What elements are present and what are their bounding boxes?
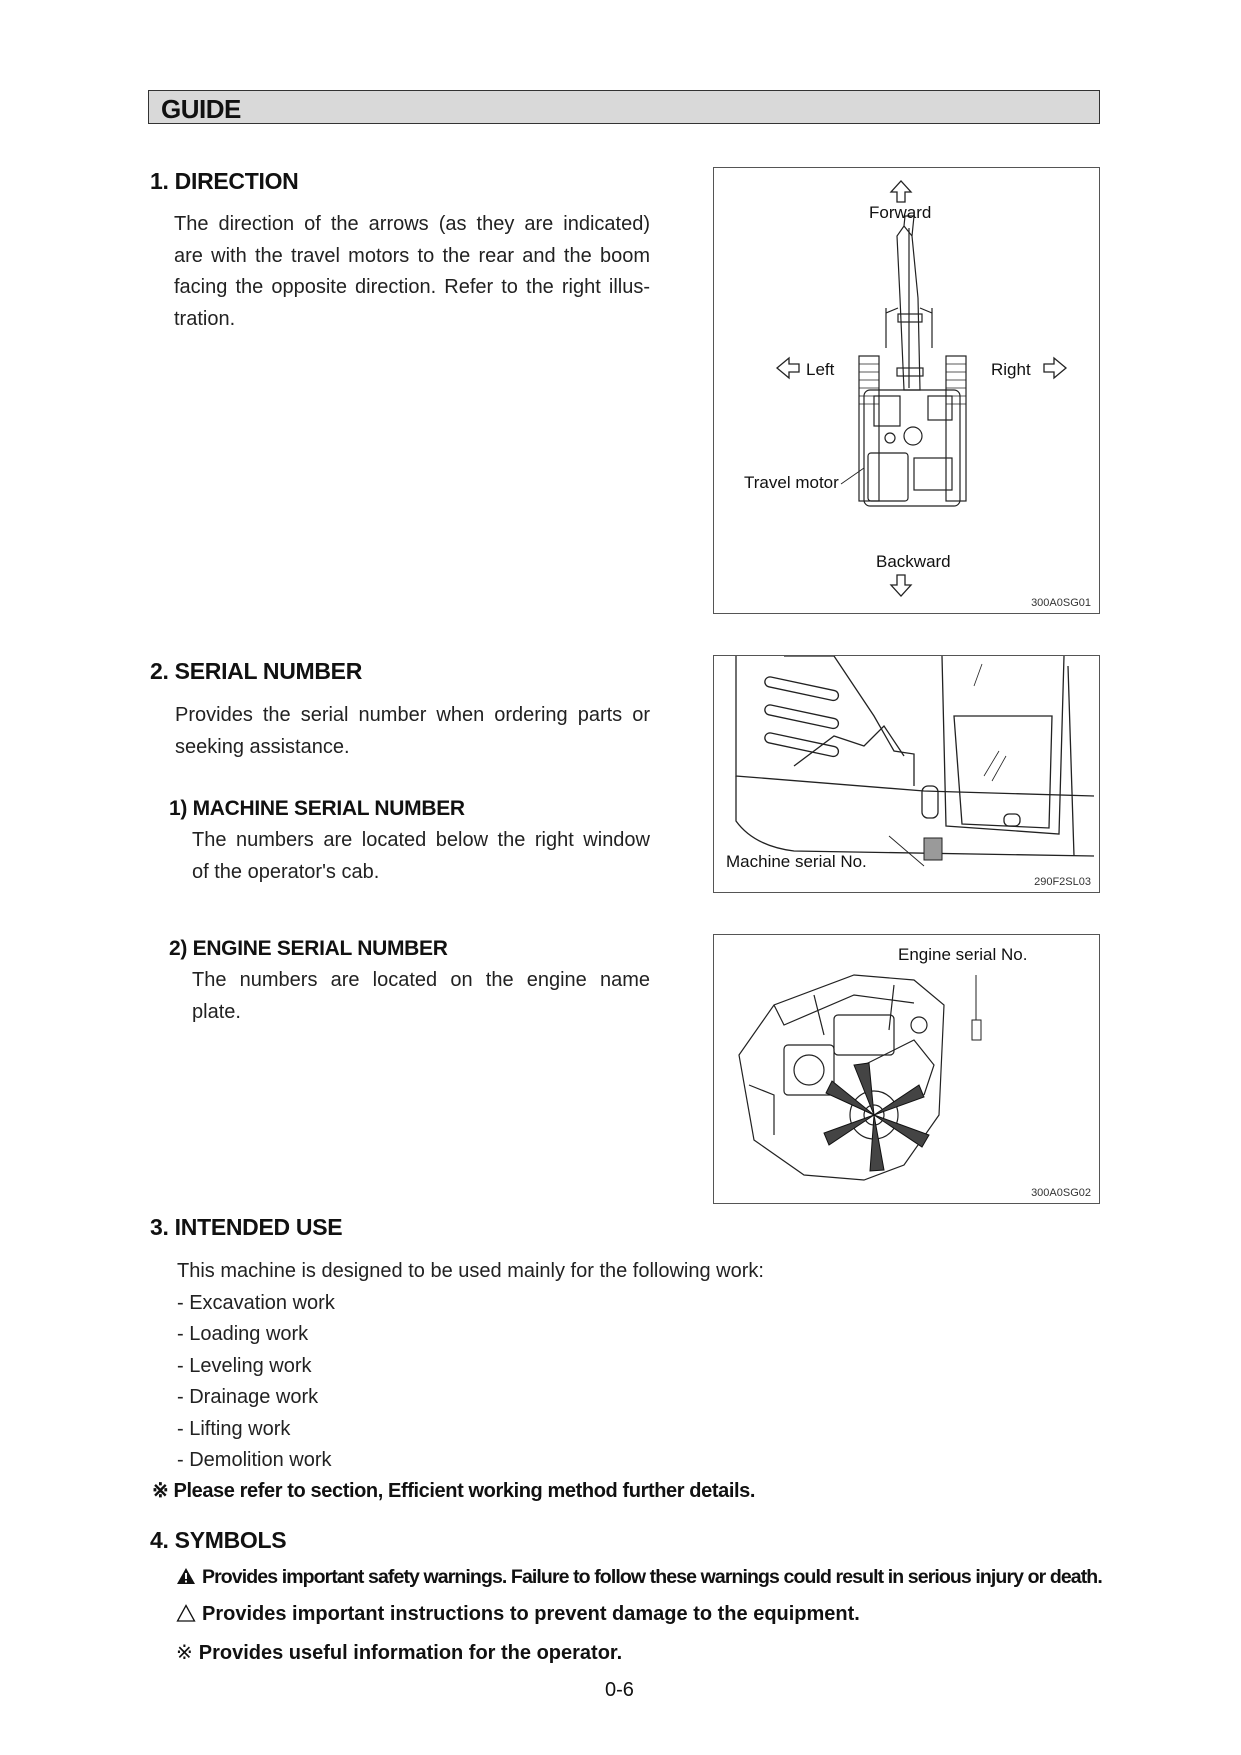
fan-blades <box>824 1063 929 1171</box>
guide-header-bar <box>148 90 1100 124</box>
section-symbols-title: 4. SYMBOLS <box>150 1527 287 1553</box>
text-line: The direction of the arrows (as they are indicated) <box>174 213 650 235</box>
text-line: The numbers are located below the right window <box>192 829 650 851</box>
filled-warning-triangle-icon <box>176 1567 196 1585</box>
outline-triangle-icon <box>176 1604 196 1622</box>
list-item: - Demolition work <box>177 1449 332 1471</box>
engine-name-plate <box>972 1020 981 1040</box>
text-line: are with the travel motors to the rear and the boom <box>174 244 650 267</box>
page-number: 0-6 <box>605 1679 634 1701</box>
text-line: seeking assistance. <box>175 735 350 758</box>
backward-arrow-icon <box>891 575 911 596</box>
symbol-row-useful-info <box>176 1640 622 1665</box>
section-intended-use-title: 3. INTENDED USE <box>150 1214 343 1240</box>
engine-serial-label: Engine serial No. <box>898 945 1028 964</box>
direction-figure <box>713 167 1100 614</box>
section-direction-title: 1. DIRECTION <box>150 168 299 194</box>
engine-illustration <box>714 935 1100 1204</box>
reference-mark-icon: ※ <box>176 1642 193 1664</box>
left-label: Left <box>806 360 835 379</box>
travel-motor-label: Travel motor <box>744 473 839 492</box>
machine-serial-figure <box>713 655 1100 893</box>
engine-serial-number-title: 2) ENGINE SERIAL NUMBER <box>169 937 448 960</box>
machine-serial-label: Machine serial No. <box>726 852 867 871</box>
section-direction-text <box>174 209 650 335</box>
serial-plate <box>924 838 942 860</box>
text-line: of the operator's cab. <box>192 860 380 883</box>
forward-arrow-icon <box>891 181 911 202</box>
symbol-text: Provides useful information for the operator. <box>198 1642 623 1664</box>
engine-serial-number-text <box>192 965 650 1028</box>
symbol-text: Provides important safety warnings. Failure to follow these warnings could result in serious injury or death. <box>202 1566 1102 1588</box>
list-item: - Loading work <box>177 1323 309 1345</box>
list-item: - Drainage work <box>177 1386 319 1408</box>
text-line: plate. <box>192 1000 241 1023</box>
text-line: Provides the serial number when ordering parts or <box>175 704 650 726</box>
figure-code: 300A0SG01 <box>1031 597 1091 609</box>
intended-use-note: ※ Please refer to section, Efficient working method further details. <box>152 1480 756 1502</box>
text-line: tration. <box>174 307 236 330</box>
forward-label: Forward <box>869 203 932 222</box>
backward-label: Backward <box>876 552 951 571</box>
right-arrow-icon <box>1044 358 1066 378</box>
text-line: facing the opposite direction. Refer to the right illus- <box>174 276 650 298</box>
list-item: - Leveling work <box>177 1354 312 1377</box>
list-item: - Lifting work <box>177 1417 291 1440</box>
machine-serial-number-title: 1) MACHINE SERIAL NUMBER <box>169 797 465 820</box>
section-serial-number-text <box>175 700 650 763</box>
symbol-row-safety-warning <box>176 1566 1102 1589</box>
section-serial-number-title: 2. SERIAL NUMBER <box>150 658 363 684</box>
excavator-top-view-illustration <box>714 168 1100 614</box>
figure-code: 290F2SL03 <box>1034 876 1091 888</box>
left-arrow-icon <box>777 358 799 378</box>
intended-use-list <box>177 1256 877 1477</box>
page-title: GUIDE <box>161 94 241 124</box>
intended-use-intro: This machine is designed to be used mainly for the following work: <box>177 1260 764 1282</box>
text-line: The numbers are located on the engine name <box>192 969 650 991</box>
figure-code: 300A0SG02 <box>1031 1187 1091 1199</box>
symbol-row-equipment-damage <box>176 1603 860 1626</box>
symbol-text: Provides important instructions to prevent damage to the equipment. <box>202 1603 860 1625</box>
engine-serial-figure <box>713 934 1100 1204</box>
machine-serial-number-text <box>192 825 650 888</box>
right-label: Right <box>991 360 1031 379</box>
list-item: - Excavation work <box>177 1291 335 1314</box>
